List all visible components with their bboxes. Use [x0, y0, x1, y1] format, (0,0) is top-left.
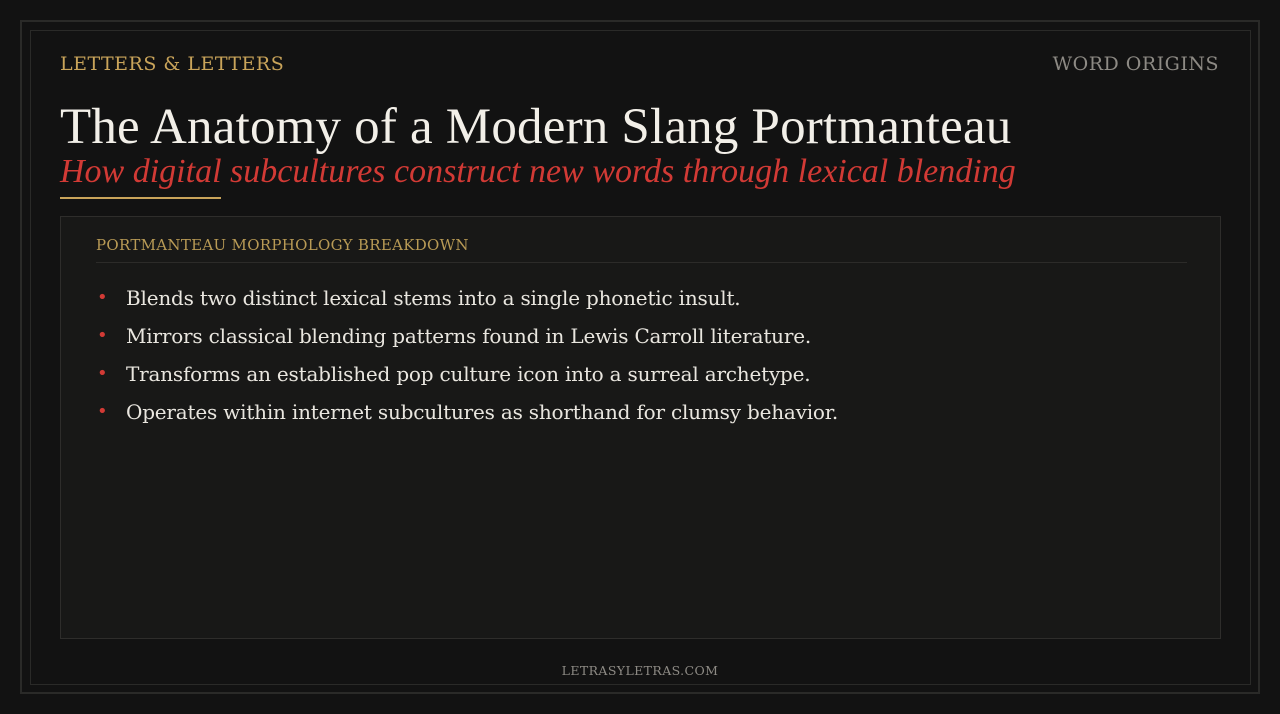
panel-divider	[96, 262, 1187, 263]
bullet-icon: •	[97, 287, 108, 308]
bullet-icon: •	[97, 363, 108, 384]
title-accent-rule	[60, 197, 221, 199]
content-panel	[60, 216, 1221, 639]
list-item	[96, 395, 838, 433]
list-item-text: Transforms an established pop culture icon into a surreal archetype.	[126, 362, 811, 386]
page-title: The Anatomy of a Modern Slang Portmanteau	[60, 99, 1012, 155]
section-label: WORD ORIGINS	[1052, 53, 1219, 75]
bullet-icon: •	[97, 325, 108, 346]
panel-heading: PORTMANTEAU MORPHOLOGY BREAKDOWN	[96, 236, 469, 254]
list-item	[96, 281, 838, 319]
list-item-text: Blends two distinct lexical stems into a single phonetic insult.	[126, 286, 741, 310]
list-item	[96, 319, 838, 357]
list-item	[96, 357, 838, 395]
page-subtitle: How digital subcultures construct new words through lexical blending	[60, 153, 1016, 190]
list-item-text: Operates within internet subcultures as shorthand for clumsy behavior.	[126, 400, 839, 424]
footer-url: LETRASYLETRAS.COM	[561, 663, 719, 678]
list-item-text: Mirrors classical blending patterns found in Lewis Carroll literature.	[126, 324, 812, 348]
bullet-icon: •	[97, 401, 108, 422]
bullet-list	[96, 281, 838, 433]
brand-label: LETTERS & LETTERS	[60, 53, 285, 75]
